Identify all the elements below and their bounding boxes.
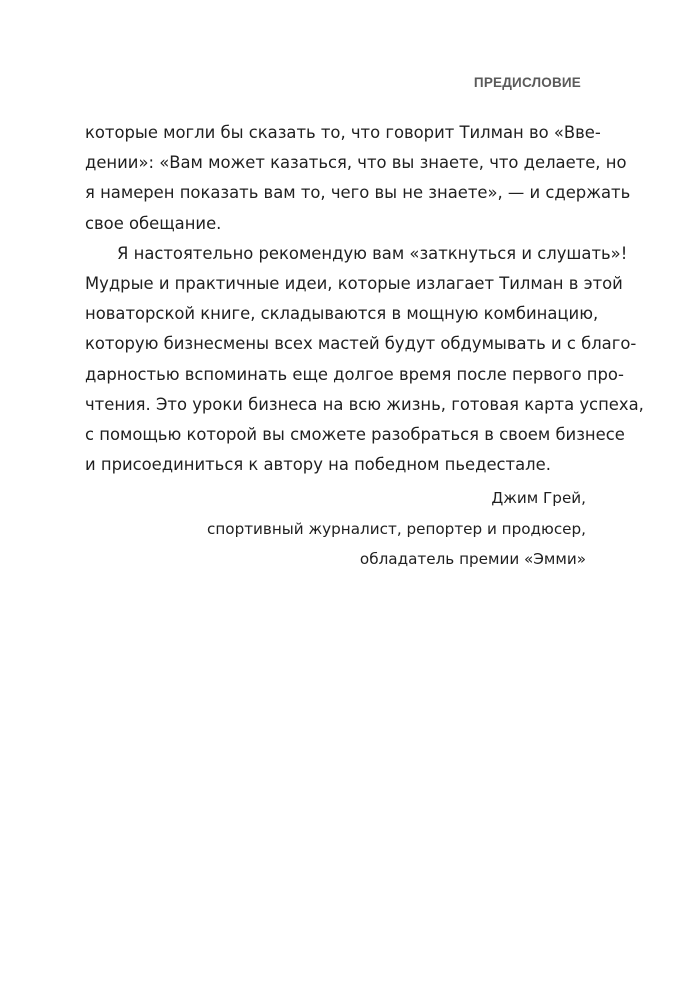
text-line: и присоединиться к автору на победном пьедестале.: [85, 455, 551, 475]
text-line: дении»: «Вам может казаться, что вы знаете, что делаете, но: [85, 153, 627, 173]
text-line: чтения. Это уроки бизнеса на всю жизнь, готовая карта успеха,: [85, 394, 644, 414]
text-line: свое обещание.: [85, 213, 222, 233]
running-head-title: ПРЕДИСЛОВИЕ: [473, 75, 581, 90]
paragraph-2: [85, 239, 644, 481]
text-line: Я настоятельно рекомендую вам «заткнуться и слушать»!: [117, 243, 628, 263]
paragraph-1: [85, 118, 631, 239]
text-line: Мудрые и практичные идеи, которые излагает Тилман в этой: [85, 274, 623, 294]
page-body: [85, 118, 644, 574]
text-line: которые могли бы сказать то, что говорит Тилман во «Вве-: [85, 123, 601, 142]
text-line: которую бизнесмены всех мастей будут обдумывать и с благо-: [85, 334, 637, 354]
signature-block: [85, 483, 586, 574]
signature-name: Джим Грей,: [491, 489, 586, 508]
text-line: новаторской книге, складываются в мощную комбинацию,: [85, 304, 599, 324]
text-line: я намерен показать вам то, чего вы не знаете», — и сдержать: [85, 183, 631, 203]
signature-award: обладатель премии «Эмми»: [359, 549, 586, 568]
signature-role: спортивный журналист, репортер и продюсер,: [207, 519, 586, 538]
text-line: с помощью которой вы сможете разобраться в своем бизнесе: [85, 425, 625, 445]
text-line: дарностью вспоминать еще долгое время после первого про-: [85, 364, 624, 384]
